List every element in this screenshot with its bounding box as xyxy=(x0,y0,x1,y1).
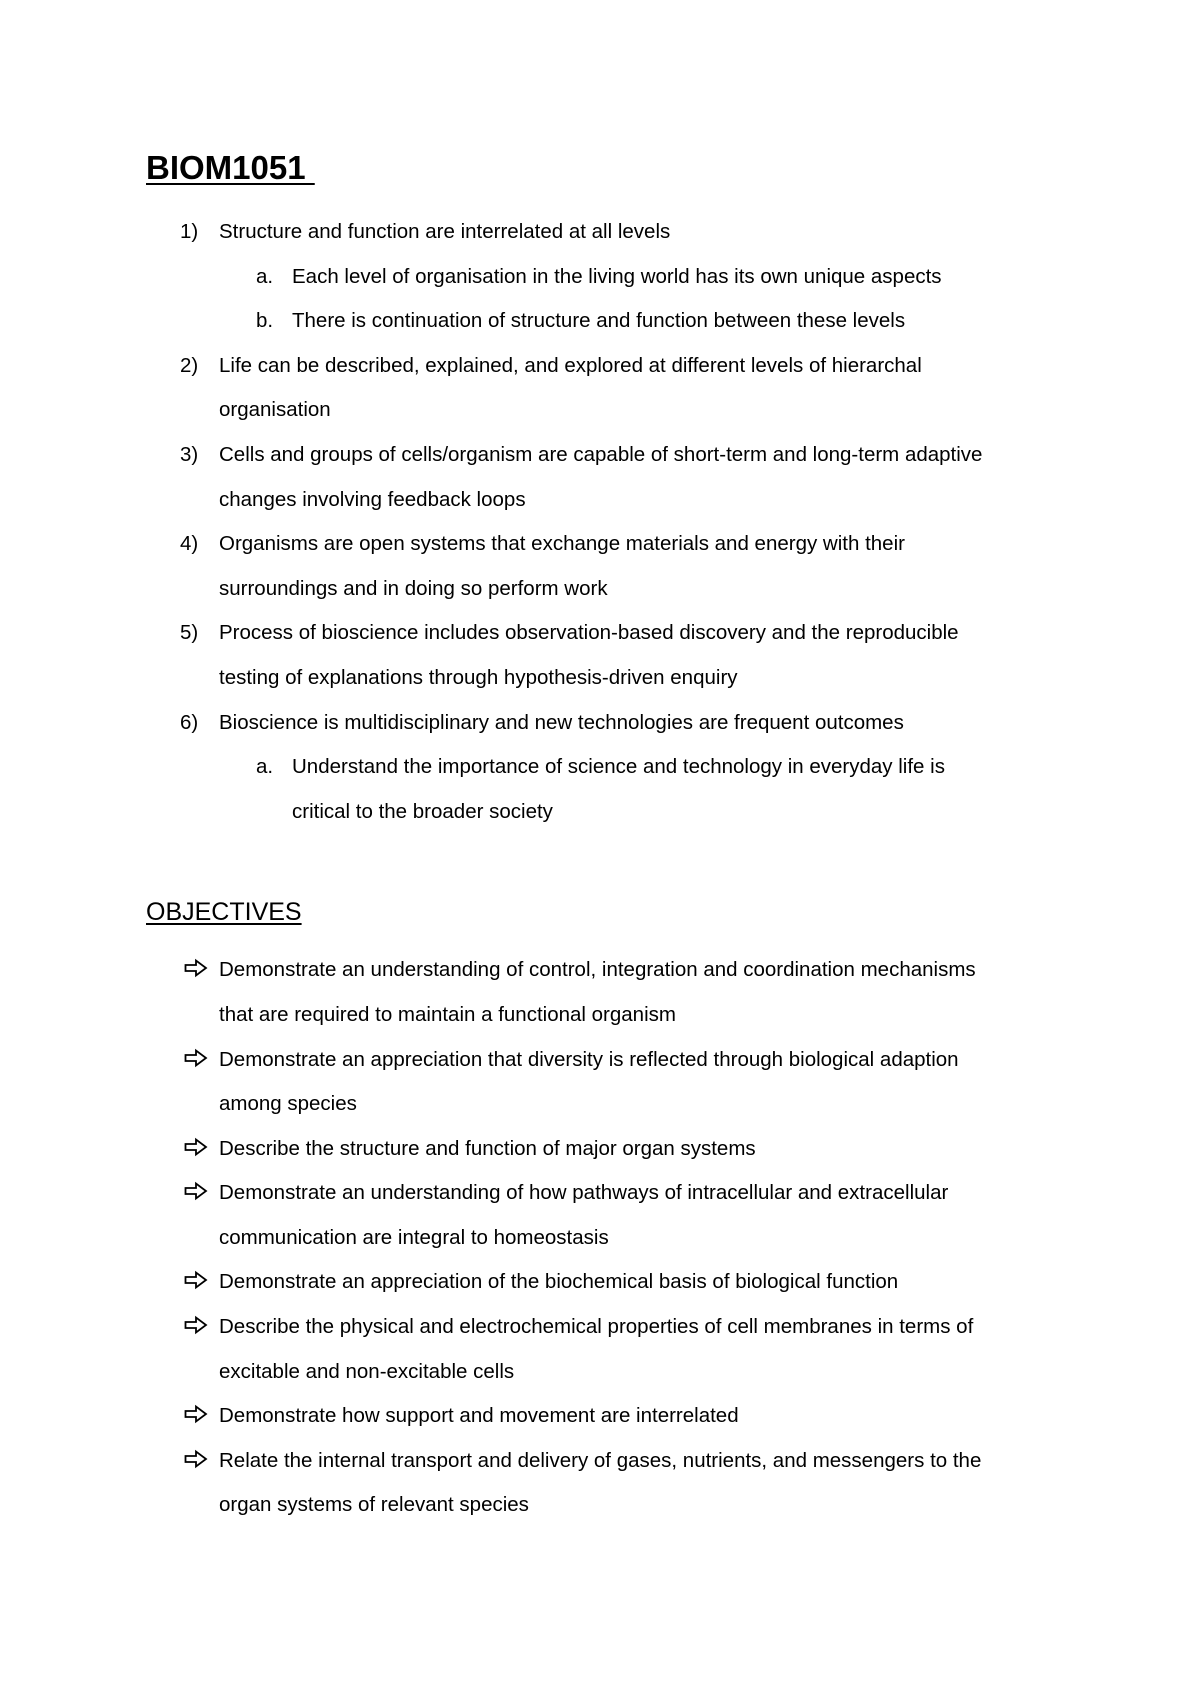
list-item-text: Organisms are open systems that exchange materials and energy with their xyxy=(219,532,905,556)
list-item-line xyxy=(146,433,1076,478)
list-item-text: Structure and function are interrelated at all levels xyxy=(219,220,671,243)
list-item-line xyxy=(146,478,1076,523)
sub-list-item-line xyxy=(146,745,1076,790)
objective-text: Describe the structure and function of major organ systems xyxy=(219,1136,756,1160)
objective-line xyxy=(146,948,1076,993)
document-page xyxy=(146,148,1076,1528)
objective-item xyxy=(146,1439,1076,1528)
list-item xyxy=(146,210,1076,344)
list-item-line xyxy=(146,344,1076,389)
list-item-text: changes involving feedback loops xyxy=(219,487,526,511)
sub-list-item-text: There is continuation of structure and function between these levels xyxy=(292,309,906,333)
arrow-right-icon xyxy=(184,1137,208,1157)
objective-text: Describe the physical and electrochemical properties of cell membranes in terms of xyxy=(219,1315,974,1339)
list-item-number: 4) xyxy=(180,532,199,556)
sub-list-item-text: Understand the importance of science and technology in everyday life is xyxy=(292,755,945,779)
sub-list-item-letter: a. xyxy=(256,264,274,288)
list-item-text: Cells and groups of cells/organism are capable of short-term and long-term adaptive xyxy=(219,442,983,466)
objective-line xyxy=(146,1216,1076,1261)
objective-item xyxy=(146,948,1076,1037)
arrow-right-icon xyxy=(184,958,208,978)
objective-text: communication are integral to homeostasis xyxy=(219,1225,609,1249)
list-item-line xyxy=(146,210,1076,255)
objective-text: Demonstrate an understanding of control, integration and coordination mechanisms xyxy=(219,958,976,982)
objective-item xyxy=(146,1305,1076,1394)
sub-list-item xyxy=(146,745,1076,834)
list-item xyxy=(146,701,1076,835)
objective-line xyxy=(146,993,1076,1038)
objective-item xyxy=(146,1171,1076,1260)
list-item xyxy=(146,611,1076,700)
sub-list-item xyxy=(146,255,1076,300)
objective-text: excitable and non-excitable cells xyxy=(219,1359,515,1383)
arrow-right-icon xyxy=(184,1048,208,1068)
sub-list-item-line xyxy=(146,299,1076,344)
arrow-right-icon xyxy=(184,1449,208,1469)
arrow-right-icon xyxy=(184,1181,208,1201)
objective-line xyxy=(146,1082,1076,1127)
sub-list-item-line xyxy=(146,255,1076,300)
list-item-text: surroundings and in doing so perform work xyxy=(219,576,608,600)
list-item-text: Process of bioscience includes observation-based discovery and the reproducible xyxy=(219,621,959,645)
sub-list-item-line xyxy=(146,790,1076,835)
list-item xyxy=(146,344,1076,433)
objective-item xyxy=(146,1394,1076,1439)
objective-text: Demonstrate an appreciation of the biochemical basis of biological function xyxy=(219,1270,899,1294)
objective-text: Demonstrate an understanding of how pathways of intracellular and extracellular xyxy=(219,1181,949,1205)
objective-line xyxy=(146,1483,1076,1528)
objective-item xyxy=(146,1038,1076,1127)
sub-list-item-letter: b. xyxy=(256,309,274,333)
list-item-text: Bioscience is multidisciplinary and new technologies are frequent outcomes xyxy=(219,710,904,734)
list-item xyxy=(146,522,1076,611)
document-title: BIOM1051 xyxy=(146,149,315,186)
list-item-line xyxy=(146,567,1076,612)
objective-item xyxy=(146,1127,1076,1172)
objective-line xyxy=(146,1394,1076,1439)
list-item-line xyxy=(146,611,1076,656)
objectives-list xyxy=(146,948,1076,1528)
list-item-number: 6) xyxy=(180,710,199,734)
list-item-line xyxy=(146,522,1076,567)
sub-list-item-text: Each level of organisation in the living world has its own unique aspects xyxy=(292,264,942,288)
list-item-number: 2) xyxy=(180,353,199,377)
objective-text: among species xyxy=(219,1092,357,1116)
list-item-number: 1) xyxy=(180,220,199,243)
objective-item xyxy=(146,1260,1076,1305)
list-item-line xyxy=(146,388,1076,433)
objective-line xyxy=(146,1350,1076,1395)
sub-list-item-letter: a. xyxy=(256,755,274,779)
objective-text: Demonstrate an appreciation that diversity is reflected through biological adaption xyxy=(219,1047,959,1071)
arrow-right-icon xyxy=(184,1270,208,1290)
objective-line xyxy=(146,1127,1076,1172)
list-item-number: 3) xyxy=(180,442,199,466)
list-item-line xyxy=(146,701,1076,746)
objective-line xyxy=(146,1171,1076,1216)
objective-text: Demonstrate how support and movement are interrelated xyxy=(219,1404,739,1428)
objective-text: organ systems of relevant species xyxy=(219,1493,529,1517)
principles-list xyxy=(146,210,1076,834)
list-item-text: Life can be described, explained, and explored at different levels of hierarchal xyxy=(219,353,922,377)
list-item-number: 5) xyxy=(180,621,199,645)
objective-line xyxy=(146,1260,1076,1305)
list-item-text: testing of explanations through hypothesis-driven enquiry xyxy=(219,665,738,689)
arrow-right-icon xyxy=(184,1404,208,1424)
objective-text: Relate the internal transport and delivery of gases, nutrients, and messengers to the xyxy=(219,1448,982,1472)
objectives-heading: OBJECTIVES xyxy=(146,898,302,927)
list-item-line xyxy=(146,656,1076,701)
objective-text: that are required to maintain a functional organism xyxy=(219,1002,676,1026)
objective-line xyxy=(146,1038,1076,1083)
sub-list-item xyxy=(146,299,1076,344)
sub-list-item-text: critical to the broader society xyxy=(292,799,553,823)
list-item-text: organisation xyxy=(219,398,331,422)
list-item xyxy=(146,433,1076,522)
objective-line xyxy=(146,1439,1076,1484)
arrow-right-icon xyxy=(184,1315,208,1335)
objective-line xyxy=(146,1305,1076,1350)
